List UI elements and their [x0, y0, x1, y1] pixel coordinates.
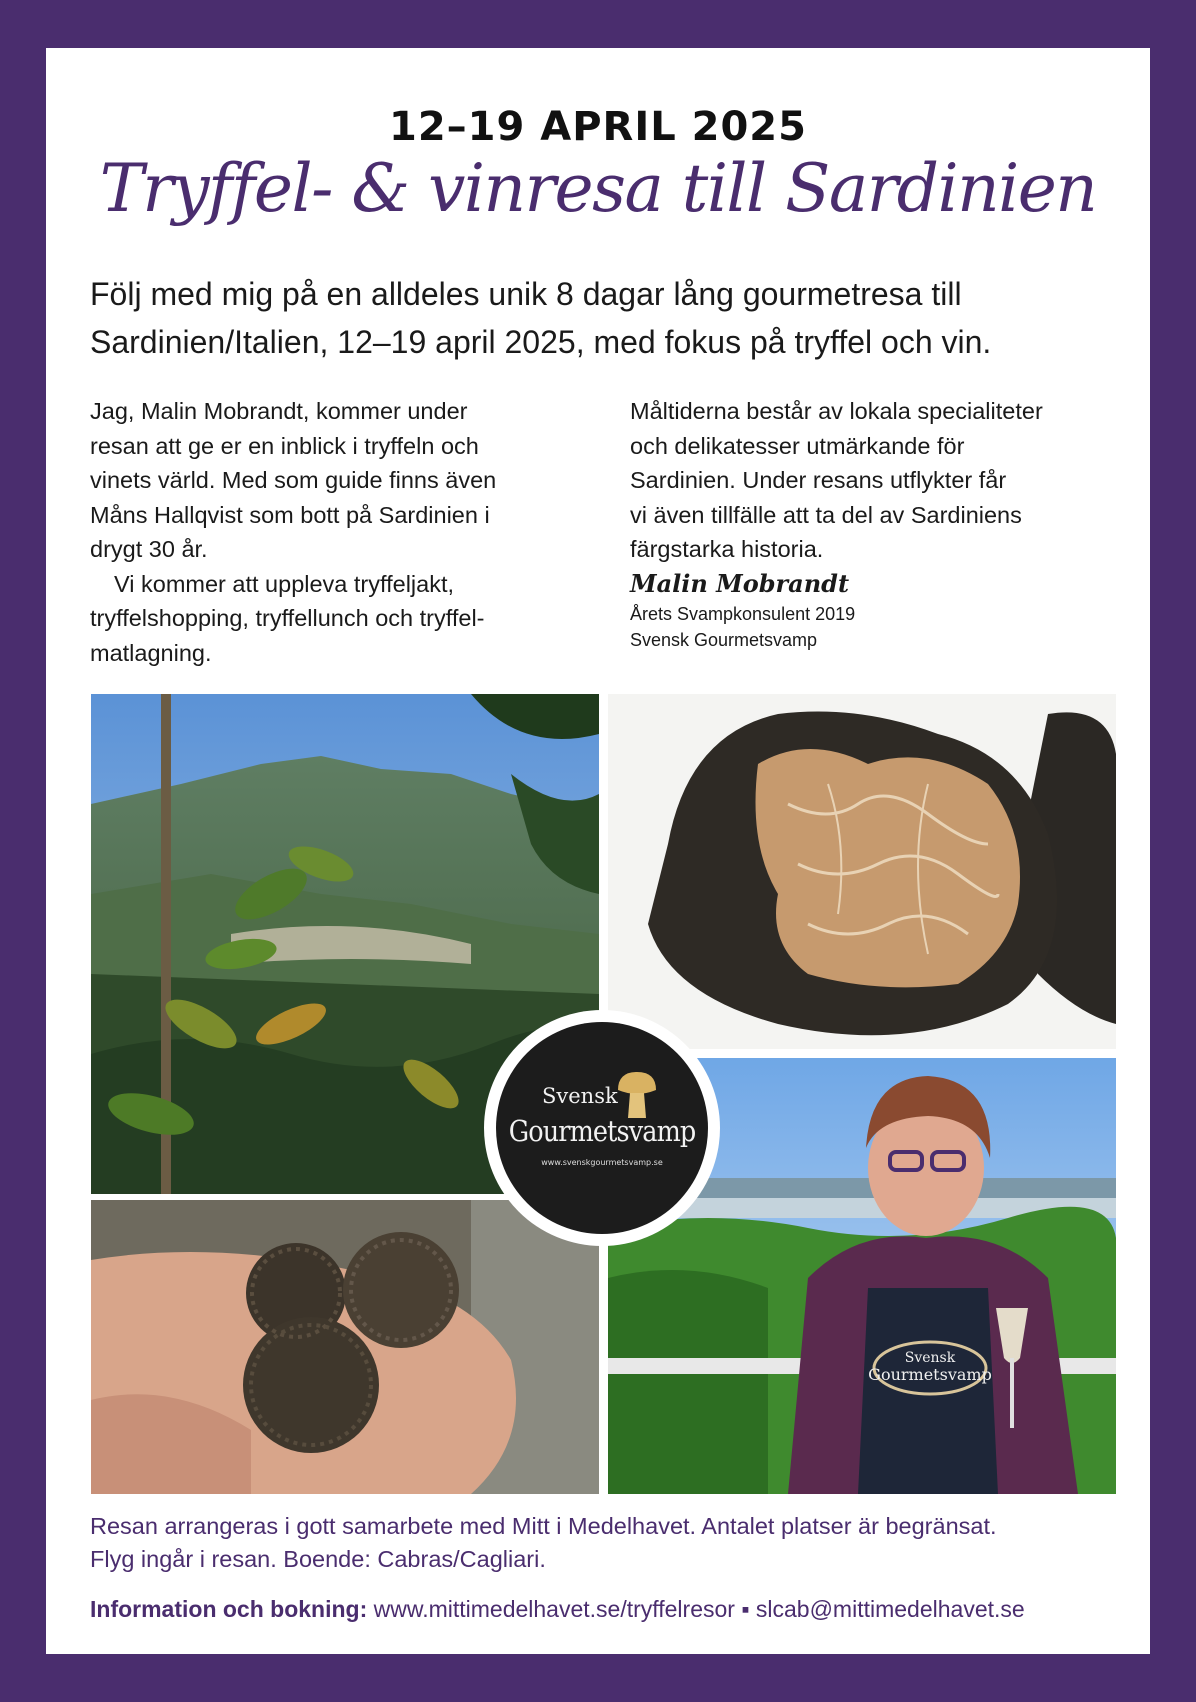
booking-url-link[interactable]: www.mittimedelhavet.se/tryffelresor — [373, 1596, 735, 1622]
body-line: färgstarka historia. — [630, 536, 824, 562]
page-title: Tryffel- & vinresa till Sardinien — [99, 150, 1097, 227]
lead-line: Sardinien/Italien, 12–19 april 2025, med fokus på tryffel och vin. — [90, 324, 992, 360]
footer-info — [90, 1510, 997, 1576]
flyer-page — [46, 48, 1150, 1654]
right-column — [630, 394, 1110, 653]
apron-text: Svensk — [904, 1350, 956, 1366]
body-line: matlagning. — [90, 639, 212, 666]
footer-line: Flyg ingår i resan. Boende: Cabras/Cagliari. — [90, 1546, 546, 1572]
booking-info — [90, 1596, 1025, 1623]
body-line: Sardinien. Under resans utflykter får — [630, 467, 1007, 493]
body-line: Måltiderna består av lokala specialiteter — [630, 398, 1043, 424]
truffles-in-hand-photo — [91, 1200, 599, 1494]
logo-text: Svensk — [542, 1084, 618, 1108]
truffle-cross-section-photo — [608, 694, 1116, 1049]
left-column — [90, 394, 570, 670]
body-line: tryffelshopping, tryffellunch och tryffel- — [90, 605, 485, 631]
lead-paragraph — [90, 270, 1110, 366]
logo-url: www.svenskgourmetsvamp.se — [541, 1158, 663, 1167]
body-line: och delikatesser utmärkande för — [630, 432, 965, 459]
signature-title: Årets Svampkonsulent 2019 — [630, 603, 856, 624]
brand-logo — [484, 1010, 720, 1246]
body-line: resan att ge er en inblick i tryffeln och — [90, 432, 479, 459]
body-line: vinets värld. Med som guide finns även — [90, 467, 497, 493]
apron-text: Gourmetsvamp — [868, 1365, 992, 1384]
trip-date: 12–19 APRIL 2025 — [389, 104, 807, 150]
lead-line: Följ med mig på en alldeles unik 8 dagar lång gourmetresa till — [90, 276, 962, 312]
logo-circle — [496, 1022, 708, 1234]
signature-company: Svensk Gourmetsvamp — [630, 629, 818, 650]
body-line: Jag, Malin Mobrandt, kommer under — [90, 398, 468, 424]
booking-email-link[interactable]: slcab@mittimedelhavet.se — [755, 1596, 1025, 1622]
body-line: vi även tillfälle att ta del av Sardiniens — [630, 501, 1022, 528]
body-line: drygt 30 år. — [90, 536, 208, 562]
booking-label: Information och bokning: — [90, 1596, 368, 1622]
body-line: Måns Hallqvist som bott på Sardinien i — [90, 501, 490, 528]
body-line: Vi kommer att uppleva tryffeljakt, — [114, 570, 455, 597]
signature: Malin Mobrandt — [630, 568, 850, 598]
separator: ▪ — [741, 1596, 750, 1622]
footer-line: Resan arrangeras i gott samarbete med Mitt i Medelhavet. Antalet platser är begränsat. — [90, 1513, 997, 1539]
logo-text: Gourmetsvamp — [508, 1114, 696, 1148]
